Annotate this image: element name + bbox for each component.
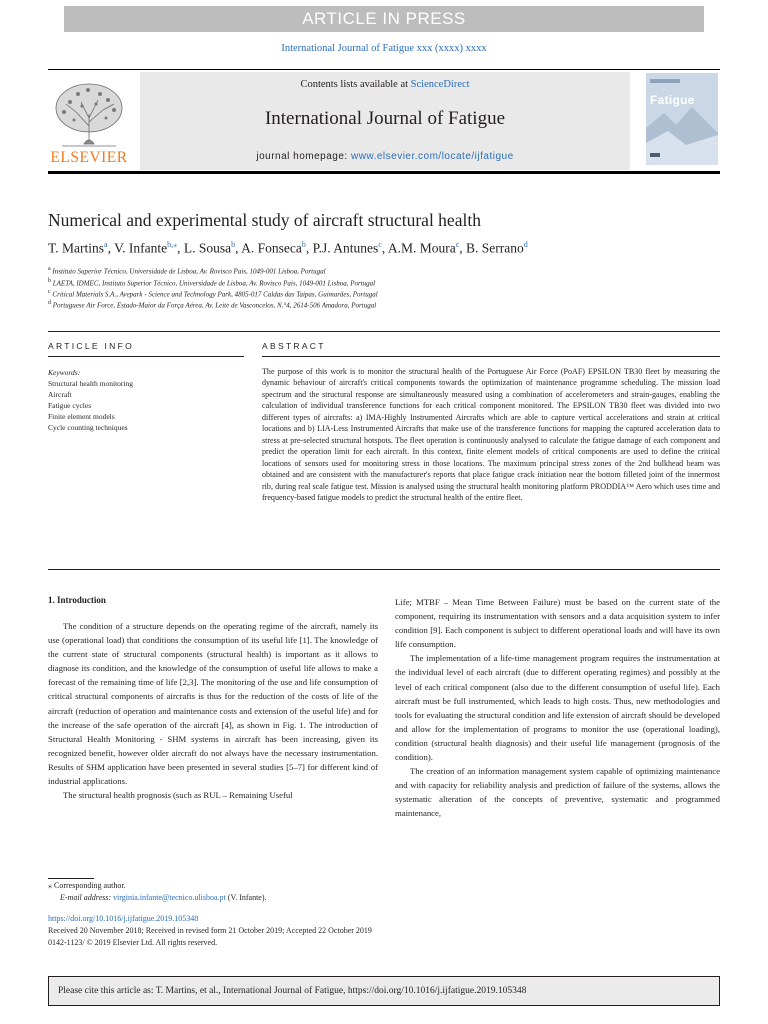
journal-title: International Journal of Fatigue xyxy=(264,108,506,129)
keywords-label: Keywords: xyxy=(48,368,81,377)
contents-prefix: Contents lists available at xyxy=(300,79,411,90)
author-affiliation-marker[interactable]: b,⁎ xyxy=(167,240,178,249)
masthead-bottom-rule xyxy=(48,171,720,174)
footnote-rule xyxy=(48,878,94,879)
article-info-rule xyxy=(48,356,244,357)
homepage-link[interactable]: www.elsevier.com/locate/ijfatigue xyxy=(350,151,514,162)
journal-homepage xyxy=(140,151,630,162)
affiliation-text: LAETA, IDMEC, Instituto Superior Técnico, Universidade de Lisboa, Av. Rovisco Pais, 1049-001 Lisboa, Portugal xyxy=(52,279,376,288)
abstract-body: The purpose of this work is to monitor the structural health of the Portuguese Air Force (PoAF) EPSILON TB30 fleet by measuring the dynamic behaviour of aircraft's critical components towards the optimization of maintenance programme scheduling. The mission load spectrum and the structural response are simultaneously measured using a combination of accelerometers and strain-gauges, enabling the calculation of individual transference functions for each critical component monitored. The EPSILON TB30 fleet was divided into two different types of aircrafts: a) IMA-Highly Instrumented Aircrafts which are able to capture vertical accelerations and strain at critical locations and b) LIA-Less Instrumented Aircrafts that make use of the transference functions for mapping the captured acceleration data to stress at pre-selected structural hotspots. The fleet operation is continuously analysed to calculate the fatigue damage of each component and predict the operation limit for each aircraft. In this context, finite element models of critical components are used to define the critical locations of sensors used for monitoring stress in those locations. The maximum principal stress zones of the 2nd bulkhead beam was obtained and are consistent with the manufacturer's reports that place fatigue crack initiation near the bottom filleted joint of the innermost rib, during real scale fatigue test. Mission is analysed using the structural health monitoring platform PRODDIA™ Aero which uses time and frequency-based fatigue models to predict the structural health of the entire fleet. xyxy=(262,367,720,502)
cover-art xyxy=(646,73,718,165)
abstract-heading: ABSTRACT xyxy=(262,341,326,351)
affiliation-marker: b xyxy=(48,278,51,284)
email-note xyxy=(60,893,267,902)
cover-title: Fatigue xyxy=(650,93,695,107)
body-column-right xyxy=(395,595,720,821)
affiliation-d xyxy=(48,300,720,309)
affiliation-marker: d xyxy=(48,300,51,306)
affiliation-marker: c xyxy=(48,289,51,295)
email-link[interactable]: virginia.infante@tecnico.ulisboa.pt xyxy=(113,893,226,902)
abstract-rule xyxy=(262,356,720,357)
keyword-item: Finite element models xyxy=(48,412,115,421)
journal-reference-link[interactable]: International Journal of Fatigue xxx (xxxx) xxxx xyxy=(281,43,487,54)
copyright-line: 0142-1123/ © 2019 Elsevier Ltd. All rights reserved. xyxy=(48,938,218,947)
affiliation-b xyxy=(48,278,720,287)
contents-availability xyxy=(140,79,630,90)
author-affiliation-marker[interactable]: a xyxy=(104,240,108,249)
section-divider xyxy=(48,331,720,332)
paragraph: The creation of an information management system capable of optimizing maintenance and with capacity for reliability analysis and prediction of failure of the systems, allows the systematic alteration of the concepts of preventive, systematic and programmed maintenance, xyxy=(395,766,720,819)
affiliation-marker: a xyxy=(48,266,51,272)
introduction-heading: 1. Introduction xyxy=(48,595,106,605)
author-affiliation-marker[interactable]: d xyxy=(523,240,528,249)
author-affiliation-marker[interactable]: b xyxy=(301,240,306,249)
author-name[interactable]: P.J. Antunes xyxy=(312,240,379,256)
received-dates: Received 20 November 2018; Received in revised form 21 October 2019; Accepted 22 October 2019 xyxy=(48,926,372,935)
author-affiliation-marker[interactable]: c xyxy=(378,240,382,249)
article-title: Numerical and experimental study of aircraft structural health xyxy=(48,210,481,230)
body-column-left xyxy=(48,619,378,802)
paragraph: The condition of a structure depends on the operating regime of the aircraft, namely its use (operational load) that conditions the consumption of its useful life [1]. The knowledge of the current state of structural components (structural health) is important as it allows to diagnose its condition, and the knowledge of the consumption of useful life allows to make a forecast of the remaining time of life [2,3]. The monitoring of the use and life consumption of critical structural components of aircrafts is thus for the reduction of the costs of life of the aircraft (reduction of operation and maintenance costs and extension of the useful life) and for the increase of the safe operation of the aircraft [4], as shown in Fig. 1. The introduction of Structural Health Monitoring - SHM systems in aircraft has been increasing, given its recognized benefit, however older aircraft do not always have the necessary instrumentation. Results of SHM application have been presented in several studies [5–7] for different kind of industrial applications. xyxy=(48,621,378,787)
affiliation-text: Portuguese Air Force, Estado-Maior da Força Aérea, Av. Leite de Vasconcelos, N.°4, 2614-506 Amadora, Portugal xyxy=(52,301,377,310)
authors-line: T. Martins$^a$, V. Infante$^{b,⁎}$, L. Sousa$^b$, A. Fonseca$^b$, P.J. Antunes$^c$, A.M. Moura$^c$, B. Serrano$^d$ xyxy=(48,240,528,256)
masthead-top-rule xyxy=(48,69,720,70)
paragraph: The structural health prognosis (such as RUL – Remaining Useful xyxy=(63,790,293,801)
homepage-prefix: journal homepage: xyxy=(256,151,351,162)
keyword-item: Aircraft xyxy=(48,390,72,399)
email-suffix: (V. Infante). xyxy=(225,893,267,902)
article-info-heading: ARTICLE INFO xyxy=(48,341,135,351)
email-label: E-mail address: xyxy=(60,893,114,902)
affiliation-a xyxy=(48,266,720,275)
affiliation-text: Instituto Superior Técnico, Universidade de Lisboa, Av. Rovisco Pais, 1049-001 Lisboa, Portugal xyxy=(52,267,326,276)
keyword-item: Structural health monitoring xyxy=(48,379,133,388)
keyword-item: Fatigue cycles xyxy=(48,401,92,410)
paragraph: The implementation of a life-time management program requires the instrumentation at the individual level of each aircraft (due to different operating regimes) and possibly at the level of each critical component (also due to the different consumption of useful life). Each aircraft must be full instrumented, which leads to high costs. Thus, new methodologies and tools for evaluating the structural condition and life extension of aircraft should be developed and allow for the implementation of programs to monitor the use (operational loading), condition (structural health diagnosis) and their useful life management (prognosis of the condition). xyxy=(395,653,720,763)
paragraph: Life; MTBF – Mean Time Between Failure) must be based on the current state of the component, requiring its instrumentation with sensors and a data acquisition system to infer condition [9]. Each component is subject to different operational loads and will have its own life consumption. xyxy=(395,597,720,650)
doi-link[interactable]: https://doi.org/10.1016/j.ijfatigue.2019.105348 xyxy=(48,914,199,923)
sciencedirect-link[interactable]: ScienceDirect xyxy=(410,79,470,90)
article-in-press-banner: ARTICLE IN PRESS xyxy=(64,6,704,32)
affiliation-text: Critical Materials S.A., Avepark - Science and Technology Park, 4805-017 Caldas das Taipas, Guimarães, Portugal xyxy=(52,290,378,299)
citation-box: Please cite this article as: T. Martins, et al., International Journal of Fatigue, https://doi.org/10.1016/j.ijfatigue.2019.105348 xyxy=(48,976,720,1006)
author-name[interactable]: V. Infante xyxy=(114,240,168,256)
keyword-item: Cycle counting techniques xyxy=(48,423,128,432)
author-name[interactable]: T. Martins xyxy=(48,240,104,256)
journal-cover-thumbnail[interactable] xyxy=(646,73,718,165)
abstract-end-rule xyxy=(48,569,720,570)
author-affiliation-marker[interactable]: b xyxy=(231,240,236,249)
affiliation-c xyxy=(48,289,720,298)
author-name[interactable]: L. Sousa xyxy=(183,240,232,256)
author-name[interactable]: A. Fonseca xyxy=(241,240,302,256)
corresponding-author-note: ⁎ Corresponding author. xyxy=(48,881,126,890)
author-name[interactable]: A.M. Moura xyxy=(387,240,456,256)
elsevier-wordmark: ELSEVIER xyxy=(50,149,128,166)
author-name[interactable]: B. Serrano xyxy=(466,240,524,256)
author-affiliation-marker[interactable]: c xyxy=(455,240,460,249)
